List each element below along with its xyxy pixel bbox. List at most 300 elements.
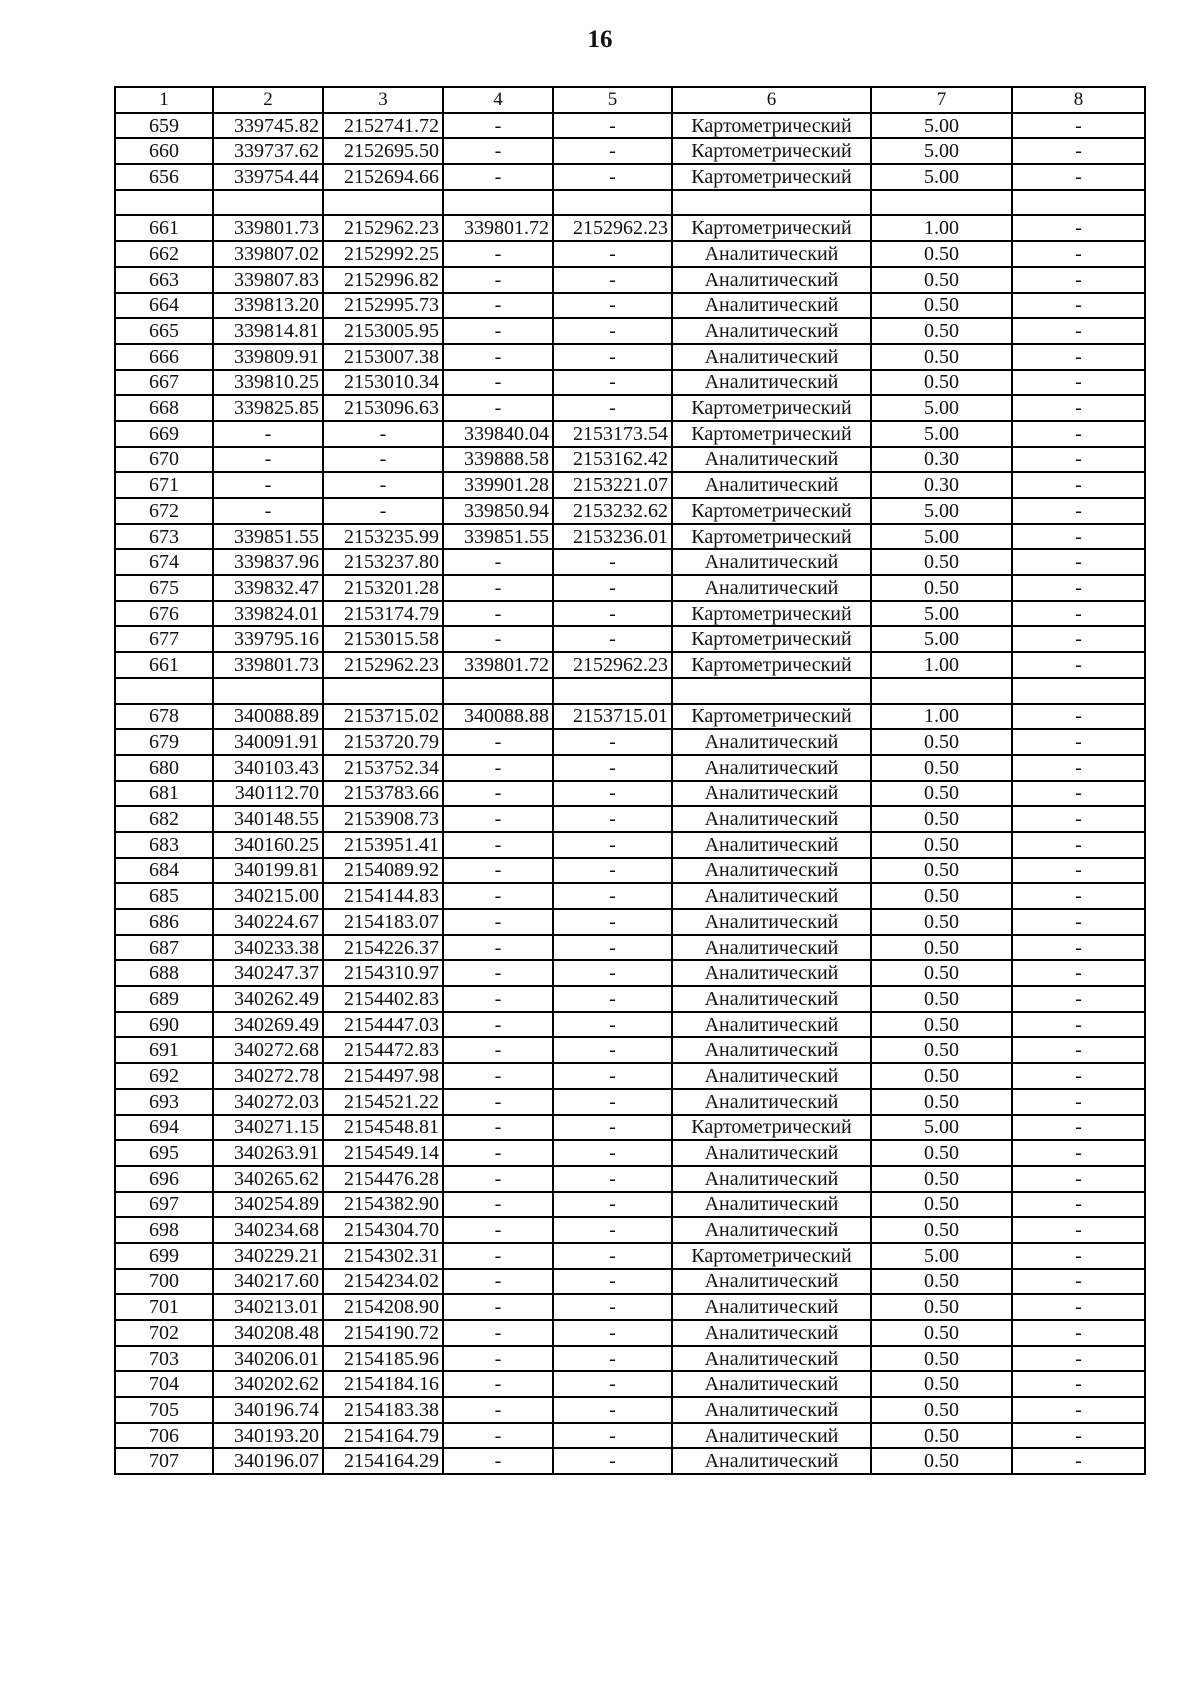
cell-x-new-coordinate: -: [443, 883, 553, 909]
cell-point-number: 667: [115, 370, 213, 396]
cell-x-coordinate: 339851.55: [213, 524, 323, 550]
cell-y-new-coordinate: -: [553, 370, 672, 396]
cell-method: Аналитический: [672, 1448, 871, 1474]
separator-row: [115, 190, 1145, 216]
table-row: [115, 781, 1145, 807]
cell-accuracy: 0.50: [871, 960, 1012, 986]
cell-point-number: 689: [115, 986, 213, 1012]
cell-y-coordinate: 2153174.79: [323, 601, 443, 627]
cell-y-new-coordinate: -: [553, 935, 672, 961]
cell-notes: -: [1012, 1269, 1145, 1295]
cell-notes: -: [1012, 575, 1145, 601]
cell-x-new-coordinate: -: [443, 1346, 553, 1372]
cell-point-number: 695: [115, 1140, 213, 1166]
table-row: [115, 883, 1145, 909]
cell-y-coordinate: 2153237.80: [323, 549, 443, 575]
cell-x-coordinate: 340234.68: [213, 1217, 323, 1243]
cell-x-coordinate: 339737.62: [213, 138, 323, 164]
cell-x-new-coordinate: -: [443, 267, 553, 293]
cell-x-coordinate: 340112.70: [213, 781, 323, 807]
table-row: [115, 1115, 1145, 1141]
table-row: [115, 1346, 1145, 1372]
cell-x-coordinate: 340160.25: [213, 832, 323, 858]
cell-method: Картометрический: [672, 215, 871, 241]
table-row: [115, 241, 1145, 267]
cell-accuracy: 0.50: [871, 318, 1012, 344]
cell-accuracy: 5.00: [871, 164, 1012, 190]
cell-x-new-coordinate: -: [443, 164, 553, 190]
cell-method: Аналитический: [672, 935, 871, 961]
cell-y-new-coordinate: -: [553, 1320, 672, 1346]
table-row: [115, 729, 1145, 755]
table-row: [115, 1320, 1145, 1346]
cell-x-new-coordinate: -: [443, 960, 553, 986]
cell-notes: -: [1012, 472, 1145, 498]
cell-notes: -: [1012, 1397, 1145, 1423]
cell-x-new-coordinate: 339801.72: [443, 652, 553, 678]
cell-y-new-coordinate: -: [553, 1166, 672, 1192]
table-row: [115, 1371, 1145, 1397]
cell-point-number: 660: [115, 138, 213, 164]
cell-y-coordinate: 2153715.02: [323, 704, 443, 730]
cell-y-coordinate: 2153951.41: [323, 832, 443, 858]
cell-notes: [1012, 678, 1145, 704]
cell-y-coordinate: 2153010.34: [323, 370, 443, 396]
cell-notes: -: [1012, 755, 1145, 781]
table-row: [115, 1269, 1145, 1295]
cell-method: Аналитический: [672, 447, 871, 473]
cell-y-new-coordinate: 2152962.23: [553, 652, 672, 678]
cell-y-new-coordinate: 2153221.07: [553, 472, 672, 498]
cell-x-new-coordinate: -: [443, 1166, 553, 1192]
cell-y-new-coordinate: -: [553, 909, 672, 935]
cell-y-coordinate: 2154472.83: [323, 1037, 443, 1063]
table-header-row: [115, 87, 1145, 113]
cell-y-new-coordinate: -: [553, 1243, 672, 1269]
cell-y-coordinate: 2154382.90: [323, 1192, 443, 1218]
cell-accuracy: 0.50: [871, 1269, 1012, 1295]
cell-y-new-coordinate: -: [553, 164, 672, 190]
cell-x-coordinate: 340233.38: [213, 935, 323, 961]
cell-point-number: 666: [115, 344, 213, 370]
cell-notes: -: [1012, 806, 1145, 832]
cell-x-coordinate: 339832.47: [213, 575, 323, 601]
cell-point-number: [115, 678, 213, 704]
cell-point-number: 698: [115, 1217, 213, 1243]
cell-x-coordinate: 339837.96: [213, 549, 323, 575]
cell-point-number: 668: [115, 395, 213, 421]
cell-notes: -: [1012, 1063, 1145, 1089]
cell-point-number: 687: [115, 935, 213, 961]
cell-method: Аналитический: [672, 909, 871, 935]
cell-method: Картометрический: [672, 138, 871, 164]
cell-y-coordinate: 2153015.58: [323, 626, 443, 652]
cell-y-coordinate: 2154548.81: [323, 1115, 443, 1141]
cell-y-new-coordinate: [553, 190, 672, 216]
cell-notes: -: [1012, 1115, 1145, 1141]
cell-notes: -: [1012, 1243, 1145, 1269]
cell-y-new-coordinate: -: [553, 626, 672, 652]
cell-point-number: 692: [115, 1063, 213, 1089]
cell-x-new-coordinate: -: [443, 1115, 553, 1141]
cell-accuracy: 1.00: [871, 704, 1012, 730]
cell-y-coordinate: 2154521.22: [323, 1089, 443, 1115]
table-body: [115, 87, 1145, 1474]
cell-x-coordinate: 340193.20: [213, 1423, 323, 1449]
cell-x-coordinate: 339809.91: [213, 344, 323, 370]
cell-x-coordinate: -: [213, 447, 323, 473]
cell-point-number: 684: [115, 858, 213, 884]
cell-notes: -: [1012, 1448, 1145, 1474]
cell-y-coordinate: -: [323, 447, 443, 473]
cell-y-coordinate: 2154549.14: [323, 1140, 443, 1166]
cell-method: Картометрический: [672, 498, 871, 524]
cell-y-coordinate: 2154234.02: [323, 1269, 443, 1295]
cell-notes: -: [1012, 1037, 1145, 1063]
cell-point-number: 701: [115, 1294, 213, 1320]
cell-x-new-coordinate: -: [443, 935, 553, 961]
cell-x-new-coordinate: -: [443, 113, 553, 139]
cell-point-number: 706: [115, 1423, 213, 1449]
cell-notes: -: [1012, 626, 1145, 652]
cell-x-coordinate: 340254.89: [213, 1192, 323, 1218]
cell-y-new-coordinate: -: [553, 1269, 672, 1295]
cell-method: Аналитический: [672, 858, 871, 884]
cell-y-new-coordinate: 2153162.42: [553, 447, 672, 473]
cell-method: [672, 190, 871, 216]
table-row: [115, 1243, 1145, 1269]
cell-y-coordinate: 2152741.72: [323, 113, 443, 139]
cell-notes: -: [1012, 704, 1145, 730]
cell-x-new-coordinate: -: [443, 1448, 553, 1474]
cell-method: Аналитический: [672, 986, 871, 1012]
cell-x-new-coordinate: -: [443, 1012, 553, 1038]
cell-method: Картометрический: [672, 704, 871, 730]
cell-y-new-coordinate: -: [553, 1063, 672, 1089]
cell-point-number: 675: [115, 575, 213, 601]
cell-accuracy: 0.50: [871, 241, 1012, 267]
cell-y-new-coordinate: -: [553, 1346, 672, 1372]
cell-y-coordinate: 2154304.70: [323, 1217, 443, 1243]
cell-method: Аналитический: [672, 1063, 871, 1089]
cell-y-new-coordinate: -: [553, 781, 672, 807]
cell-point-number: 671: [115, 472, 213, 498]
cell-y-new-coordinate: -: [553, 138, 672, 164]
cell-y-new-coordinate: -: [553, 267, 672, 293]
table-row: [115, 293, 1145, 319]
cell-y-coordinate: 2152694.66: [323, 164, 443, 190]
cell-x-new-coordinate: -: [443, 575, 553, 601]
cell-x-coordinate: 339813.20: [213, 293, 323, 319]
table-row: [115, 1140, 1145, 1166]
cell-x-coordinate: 340229.21: [213, 1243, 323, 1269]
cell-y-new-coordinate: 2153173.54: [553, 421, 672, 447]
cell-y-coordinate: 2154402.83: [323, 986, 443, 1012]
cell-notes: -: [1012, 986, 1145, 1012]
cell-point-number: 661: [115, 652, 213, 678]
cell-y-coordinate: 2154497.98: [323, 1063, 443, 1089]
cell-accuracy: 5.00: [871, 1243, 1012, 1269]
cell-x-new-coordinate: -: [443, 909, 553, 935]
cell-method: Аналитический: [672, 1012, 871, 1038]
column-header-y-new-coordinate: 5: [553, 87, 672, 113]
cell-notes: -: [1012, 370, 1145, 396]
table-row: [115, 1448, 1145, 1474]
cell-accuracy: 0.50: [871, 858, 1012, 884]
cell-method: Картометрический: [672, 395, 871, 421]
cell-y-new-coordinate: -: [553, 1012, 672, 1038]
cell-notes: -: [1012, 421, 1145, 447]
table-row: [115, 858, 1145, 884]
cell-x-new-coordinate: -: [443, 318, 553, 344]
cell-x-new-coordinate: 339801.72: [443, 215, 553, 241]
cell-y-coordinate: 2153201.28: [323, 575, 443, 601]
cell-notes: -: [1012, 960, 1145, 986]
cell-method: Аналитический: [672, 1397, 871, 1423]
cell-x-coordinate: 340213.01: [213, 1294, 323, 1320]
cell-method: Аналитический: [672, 1140, 871, 1166]
cell-x-new-coordinate: -: [443, 1294, 553, 1320]
cell-y-coordinate: 2153908.73: [323, 806, 443, 832]
table-row: [115, 344, 1145, 370]
cell-notes: -: [1012, 1371, 1145, 1397]
cell-x-coordinate: 340199.81: [213, 858, 323, 884]
cell-x-coordinate: 340263.91: [213, 1140, 323, 1166]
cell-x-new-coordinate: -: [443, 832, 553, 858]
cell-method: Аналитический: [672, 370, 871, 396]
cell-notes: -: [1012, 395, 1145, 421]
cell-y-new-coordinate: -: [553, 1397, 672, 1423]
cell-x-new-coordinate: -: [443, 395, 553, 421]
cell-notes: -: [1012, 524, 1145, 550]
cell-notes: -: [1012, 549, 1145, 575]
cell-y-new-coordinate: -: [553, 832, 672, 858]
table-row: [115, 1063, 1145, 1089]
cell-x-new-coordinate: -: [443, 138, 553, 164]
cell-accuracy: 0.50: [871, 1192, 1012, 1218]
cell-accuracy: [871, 678, 1012, 704]
cell-accuracy: 0.50: [871, 1397, 1012, 1423]
cell-y-coordinate: 2152995.73: [323, 293, 443, 319]
table-row: [115, 704, 1145, 730]
cell-y-new-coordinate: -: [553, 293, 672, 319]
column-header-x-new-coordinate: 4: [443, 87, 553, 113]
cell-x-new-coordinate: -: [443, 1217, 553, 1243]
cell-notes: -: [1012, 318, 1145, 344]
cell-accuracy: 0.50: [871, 267, 1012, 293]
cell-x-coordinate: 339824.01: [213, 601, 323, 627]
cell-x-new-coordinate: -: [443, 858, 553, 884]
cell-y-coordinate: 2152695.50: [323, 138, 443, 164]
cell-y-new-coordinate: -: [553, 601, 672, 627]
table-row: [115, 1192, 1145, 1218]
cell-x-new-coordinate: -: [443, 626, 553, 652]
cell-accuracy: [871, 190, 1012, 216]
cell-method: Аналитический: [672, 267, 871, 293]
table-row: [115, 1397, 1145, 1423]
cell-notes: -: [1012, 113, 1145, 139]
cell-notes: -: [1012, 729, 1145, 755]
cell-notes: [1012, 190, 1145, 216]
cell-notes: -: [1012, 935, 1145, 961]
cell-notes: -: [1012, 909, 1145, 935]
cell-y-coordinate: 2152992.25: [323, 241, 443, 267]
cell-accuracy: 5.00: [871, 113, 1012, 139]
cell-notes: -: [1012, 1423, 1145, 1449]
cell-x-new-coordinate: -: [443, 1089, 553, 1115]
cell-point-number: 665: [115, 318, 213, 344]
cell-y-coordinate: 2152962.23: [323, 652, 443, 678]
table-row: [115, 138, 1145, 164]
cell-point-number: 664: [115, 293, 213, 319]
cell-method: Аналитический: [672, 1294, 871, 1320]
cell-point-number: 688: [115, 960, 213, 986]
cell-point-number: [115, 190, 213, 216]
cell-y-new-coordinate: -: [553, 241, 672, 267]
table-row: [115, 1166, 1145, 1192]
cell-accuracy: 0.50: [871, 1423, 1012, 1449]
cell-y-coordinate: [323, 678, 443, 704]
cell-x-new-coordinate: -: [443, 1320, 553, 1346]
cell-x-coordinate: 339825.85: [213, 395, 323, 421]
cell-x-new-coordinate: -: [443, 1423, 553, 1449]
cell-accuracy: 0.50: [871, 549, 1012, 575]
cell-y-new-coordinate: -: [553, 1089, 672, 1115]
cell-notes: -: [1012, 1346, 1145, 1372]
page-number: 16: [587, 26, 613, 53]
cell-x-coordinate: 340272.78: [213, 1063, 323, 1089]
cell-accuracy: 0.50: [871, 883, 1012, 909]
cell-accuracy: 5.00: [871, 626, 1012, 652]
cell-y-coordinate: -: [323, 472, 443, 498]
cell-x-new-coordinate: -: [443, 729, 553, 755]
cell-x-new-coordinate: -: [443, 806, 553, 832]
cell-point-number: 682: [115, 806, 213, 832]
cell-method: Аналитический: [672, 1269, 871, 1295]
cell-y-coordinate: 2154208.90: [323, 1294, 443, 1320]
cell-x-coordinate: 340196.74: [213, 1397, 323, 1423]
separator-row: [115, 678, 1145, 704]
cell-y-new-coordinate: -: [553, 549, 672, 575]
cell-notes: -: [1012, 164, 1145, 190]
cell-accuracy: 5.00: [871, 1115, 1012, 1141]
cell-method: Аналитический: [672, 1089, 871, 1115]
cell-x-new-coordinate: -: [443, 1269, 553, 1295]
cell-x-new-coordinate: [443, 678, 553, 704]
cell-method: Картометрический: [672, 164, 871, 190]
table-row: [115, 549, 1145, 575]
cell-y-coordinate: 2154164.29: [323, 1448, 443, 1474]
cell-point-number: 694: [115, 1115, 213, 1141]
cell-accuracy: 5.00: [871, 601, 1012, 627]
cell-x-coordinate: 339754.44: [213, 164, 323, 190]
table-row: [115, 909, 1145, 935]
cell-y-coordinate: 2154310.97: [323, 960, 443, 986]
cell-y-new-coordinate: -: [553, 1423, 672, 1449]
cell-accuracy: 0.50: [871, 1089, 1012, 1115]
cell-y-new-coordinate: -: [553, 1140, 672, 1166]
cell-x-new-coordinate: -: [443, 601, 553, 627]
cell-point-number: 693: [115, 1089, 213, 1115]
cell-y-new-coordinate: -: [553, 1294, 672, 1320]
cell-accuracy: 0.50: [871, 986, 1012, 1012]
cell-notes: -: [1012, 858, 1145, 884]
cell-accuracy: 0.30: [871, 472, 1012, 498]
cell-accuracy: 5.00: [871, 395, 1012, 421]
cell-x-coordinate: 339801.73: [213, 215, 323, 241]
cell-y-new-coordinate: -: [553, 729, 672, 755]
table-row: [115, 113, 1145, 139]
cell-notes: -: [1012, 293, 1145, 319]
cell-notes: -: [1012, 832, 1145, 858]
cell-method: Картометрический: [672, 1243, 871, 1269]
cell-method: Картометрический: [672, 1115, 871, 1141]
cell-notes: -: [1012, 267, 1145, 293]
table-row: [115, 832, 1145, 858]
cell-point-number: 686: [115, 909, 213, 935]
cell-accuracy: 0.50: [871, 1063, 1012, 1089]
cell-x-coordinate: -: [213, 421, 323, 447]
column-header-x-coordinate: 2: [213, 87, 323, 113]
cell-x-new-coordinate: -: [443, 370, 553, 396]
table-row: [115, 1423, 1145, 1449]
cell-y-coordinate: 2153783.66: [323, 781, 443, 807]
cell-point-number: 679: [115, 729, 213, 755]
cell-y-coordinate: -: [323, 421, 443, 447]
table-row: [115, 1294, 1145, 1320]
cell-x-coordinate: 340206.01: [213, 1346, 323, 1372]
cell-notes: -: [1012, 498, 1145, 524]
cell-x-coordinate: 340272.03: [213, 1089, 323, 1115]
cell-x-new-coordinate: [443, 190, 553, 216]
cell-accuracy: 5.00: [871, 498, 1012, 524]
cell-accuracy: 0.50: [871, 293, 1012, 319]
cell-x-new-coordinate: -: [443, 1140, 553, 1166]
cell-x-new-coordinate: -: [443, 986, 553, 1012]
cell-y-new-coordinate: -: [553, 1192, 672, 1218]
cell-notes: -: [1012, 1217, 1145, 1243]
cell-accuracy: 0.50: [871, 370, 1012, 396]
table-row: [115, 370, 1145, 396]
cell-x-coordinate: 339807.02: [213, 241, 323, 267]
table-row: [115, 935, 1145, 961]
cell-x-coordinate: [213, 678, 323, 704]
cell-y-new-coordinate: -: [553, 1371, 672, 1397]
cell-x-new-coordinate: -: [443, 1397, 553, 1423]
cell-y-new-coordinate: -: [553, 1217, 672, 1243]
cell-y-coordinate: 2153005.95: [323, 318, 443, 344]
cell-notes: -: [1012, 138, 1145, 164]
table-row: [115, 164, 1145, 190]
cell-accuracy: 0.50: [871, 1140, 1012, 1166]
cell-method: Картометрический: [672, 652, 871, 678]
table-row: [115, 986, 1145, 1012]
cell-method: Аналитический: [672, 344, 871, 370]
cell-x-coordinate: 340269.49: [213, 1012, 323, 1038]
cell-x-new-coordinate: 339840.04: [443, 421, 553, 447]
column-header-method: 6: [672, 87, 871, 113]
cell-point-number: 707: [115, 1448, 213, 1474]
cell-x-new-coordinate: -: [443, 241, 553, 267]
cell-y-coordinate: 2152962.23: [323, 215, 443, 241]
cell-notes: -: [1012, 447, 1145, 473]
cell-x-coordinate: 340215.00: [213, 883, 323, 909]
cell-y-coordinate: 2153235.99: [323, 524, 443, 550]
cell-accuracy: 0.50: [871, 575, 1012, 601]
cell-y-new-coordinate: -: [553, 113, 672, 139]
cell-y-new-coordinate: 2153232.62: [553, 498, 672, 524]
cell-y-coordinate: 2154190.72: [323, 1320, 443, 1346]
